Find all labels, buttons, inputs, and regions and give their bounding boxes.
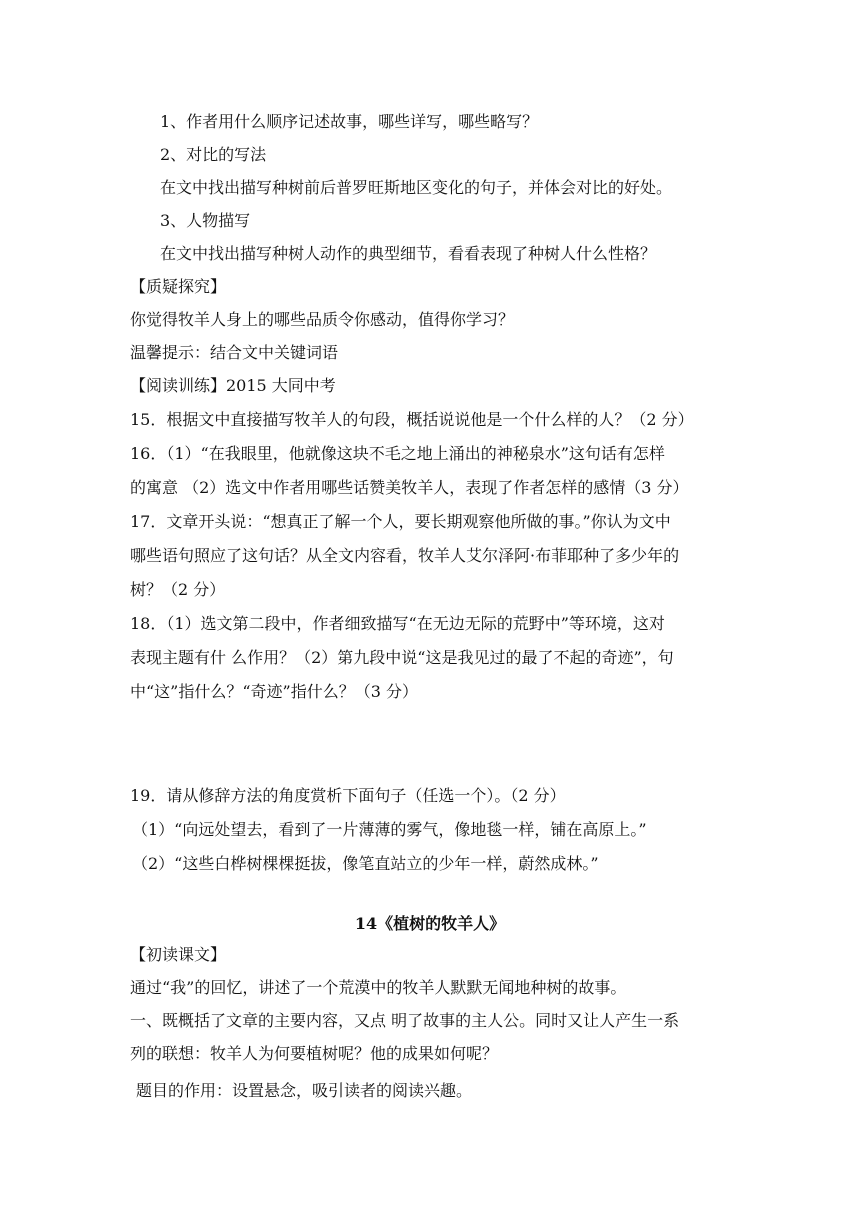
section-heading: 【初读课文】 xyxy=(130,945,227,964)
sentence-option-2: （2）“这些白桦树棵棵挺拔，像笔直站立的少年一样，蔚然成林。” xyxy=(132,854,599,873)
summary-text: 通过“我”的回忆，讲述了一个荒漠中的牧羊人默默无闻地种树的故事。 xyxy=(130,978,627,997)
section-item-2: 2、对比的写法 xyxy=(160,145,267,164)
question-18-cont: 表现主题有什 么作用？（2）第九段中说“这是我见过的最了不起的奇迹”，句 xyxy=(130,648,674,667)
question-19: 19．请从修辞方法的角度赏析下面句子（任选一个）。（2 分） xyxy=(130,786,566,805)
lesson-title: 14《植树的牧羊人》 xyxy=(354,914,506,933)
analysis-text: 一、既概括了文章的主要内容，又点 明了故事的主人公。同时又让人产生一系 xyxy=(130,1011,680,1030)
question-16: 16．（1）“在我眼里，他就像这块不毛之地上涌出的神秘泉水”这句话有怎样 xyxy=(130,444,665,463)
section-heading: 【阅读训练】2015 大同中考 xyxy=(130,376,336,395)
section-item-3: 3、人物描写 xyxy=(160,211,251,230)
question-text: 你觉得牧羊人身上的哪些品质令你感动，值得你学习？ xyxy=(130,310,515,329)
question-18-cont: 中“这”指什么？“奇迹”指什么？（3 分） xyxy=(130,682,418,701)
question-17: 17．文章开头说：“想真正了解一个人，要长期观察他所做的事。”你认为文中 xyxy=(130,512,671,531)
task-text: 在文中找出描写种树人动作的典型细节，看看表现了种树人什么性格？ xyxy=(160,244,657,263)
question-16-cont: 的寓意 （2）选文中作者用哪些话赞美牧羊人，表现了作者怎样的感情（3 分） xyxy=(130,478,689,497)
section-heading: 【质疑探究】 xyxy=(130,277,227,296)
hint-text: 温馨提示：结合文中关键词语 xyxy=(130,343,339,362)
question-17-cont: 哪些语句照应了这句话？从全文内容看，牧羊人艾尔泽阿·布菲耶种了多少年的 xyxy=(130,546,680,565)
question-17-cont: 树？（2 分） xyxy=(130,580,226,599)
section-item-1: 1、作者用什么顺序记述故事，哪些详写，哪些略写？ xyxy=(160,112,539,131)
sentence-option-1: （1）“向远处望去，看到了一片薄薄的雾气，像地毯一样，铺在高原上。” xyxy=(132,820,647,839)
question-15: 15．根据文中直接描写牧羊人的句段，概括说说他是一个什么样的人？（2 分） xyxy=(130,410,694,429)
task-text: 在文中找出描写种树前后普罗旺斯地区变化的句子，并体会对比的好处。 xyxy=(160,178,673,197)
analysis-text-cont: 列的联想：牧羊人为何要植树呢？他的成果如何呢？ xyxy=(130,1044,499,1063)
question-18: 18．（1）选文第二段中，作者细致描写“在无边无际的荒野中”等环境，这对 xyxy=(130,614,665,633)
title-function-text: 题目的作用：设置悬念，吸引读者的阅读兴趣。 xyxy=(136,1081,473,1100)
